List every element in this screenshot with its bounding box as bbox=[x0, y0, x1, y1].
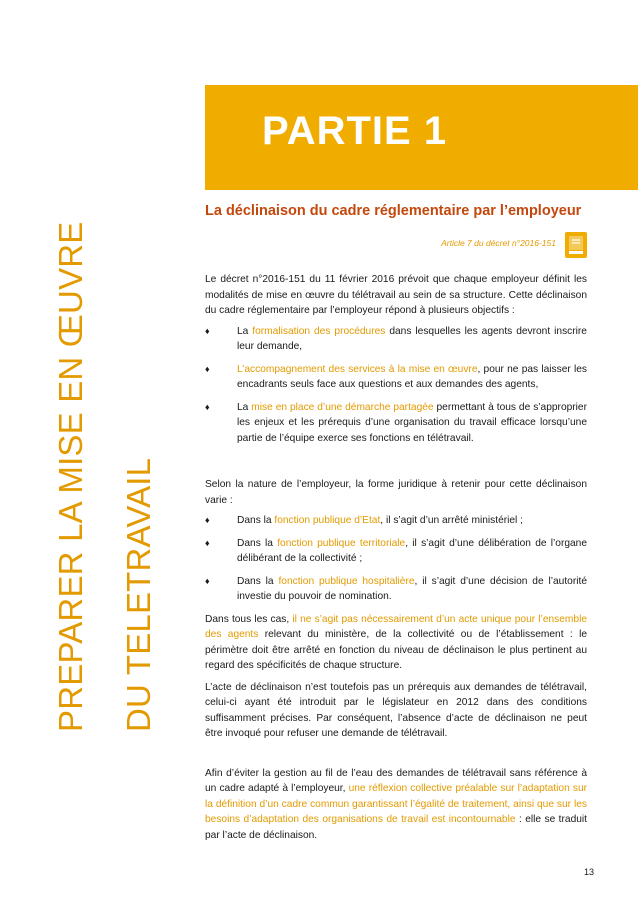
natures-list bbox=[205, 513, 587, 605]
highlight-text: il ne s’agit pas nécessairement d’un acte unique pour l’ensemble des agents bbox=[205, 613, 587, 640]
diamond-bullet-icon: ♦ bbox=[205, 325, 210, 336]
part-banner bbox=[205, 85, 638, 190]
page-number: 13 bbox=[584, 867, 595, 877]
diamond-bullet-icon: ♦ bbox=[205, 515, 210, 525]
diamond-bullet-icon: ♦ bbox=[205, 363, 210, 374]
diamond-bullet-icon: ♦ bbox=[205, 537, 210, 548]
acte-paragraph: L’acte de déclinaison n’est toutefois pas un prérequis aux demandes de télétravail, celui-ci ayant été introduit par le législateur en 2012 dans des conditions suffisamment précises. Par conséquent, l’absence d’acte de déclinaison ne peut être invoqué pour refuser une demande de télétravail. bbox=[205, 681, 587, 739]
nature-intro-paragraph: Selon la nature de l’employeur, la forme juridique à retenir pour cette déclinaison varie : bbox=[205, 479, 587, 506]
highlight-text: une réflexion collective préalable sur l’adaptation sur la définition d’un cadre commun garantissant l’égalité de traitement, ainsi que sur les besoins d’adaptation des organisations de travail est incontournable bbox=[205, 783, 587, 825]
list-item: ♦ La mise en place d’une démarche partagée permettant à tous de s’approprier les enjeux et les prérequis d’une organisation du travail efficace lorsqu’une partie de l’équipe exerce ses fonctions en télétravail. bbox=[205, 401, 587, 444]
objectives-list bbox=[205, 324, 587, 447]
highlight-text: fonction publique territoriale bbox=[277, 537, 406, 549]
list-item: ♦ L’accompagnement des services à la mise en œuvre, pour ne pas laisser les encadrants seuls face aux questions et aux demandes des agents, bbox=[205, 363, 587, 390]
diamond-bullet-icon: ♦ bbox=[205, 575, 210, 586]
final-paragraph: Afin d’éviter la gestion au fil de l’eau des demandes de télétravail sans référence à un cadre adapté à l’employeur, une réflexion collective préalable sur l’adaptation sur la définition d’un cadre commun garantissant l’égalité de traitement, ainsi que sur les besoins d’adaptation des organisations de travail est incontournable : elle se traduit par l’acte de déclinaison. bbox=[205, 767, 587, 841]
highlight-text: fonction publique d’Etat bbox=[274, 515, 381, 526]
article-reference: Article 7 du décret n°2016-151 bbox=[441, 238, 556, 248]
list-item: ♦ La formalisation des procédures dans lesquelles les agents devront inscrire leur demande, bbox=[205, 325, 587, 352]
intro-paragraph: Le décret n°2016-151 du 11 février 2016 prévoit que chaque employeur définit les modalités de mise en œuvre du télétravail au sein de sa structure. Cette déclinaison du cadre réglementaire par l’employeur répond à plusieurs objectifs : bbox=[205, 274, 587, 316]
body-content bbox=[205, 272, 587, 843]
highlight-text: L’accompagnement des services à la mise en œuvre bbox=[237, 363, 478, 375]
list-item: ♦ Dans la fonction publique d’Etat, il s’agit d’un arrêté ministériel ; bbox=[205, 513, 587, 529]
side-title-line-2: DU TELETRAVAIL bbox=[120, 457, 157, 732]
cases-paragraph: Dans tous les cas, il ne s’agit pas nécessairement d’un acte unique pour l’ensemble des agents relevant du ministère, de la collectivité ou de l’établissement : le périmètre doit être arrêté en fonction du niveau de déclinaison le plus pertinent au regard des spécificités de chaque structure. bbox=[205, 613, 588, 671]
part-title: PARTIE 1 bbox=[262, 109, 448, 153]
side-title bbox=[40, 221, 160, 732]
book-icon bbox=[565, 232, 587, 258]
highlight-text: fonction publique hospitalière bbox=[278, 575, 415, 587]
list-item: ♦ Dans la fonction publique territoriale, il s’agit d’une délibération de l’organe délibérant de la collectivité ; bbox=[205, 537, 588, 564]
list-item: ♦ Dans la fonction publique hospitalière, il s’agit d’une décision de l’autorité investie du pouvoir de nomination. bbox=[205, 575, 587, 602]
side-title-line-1: PREPARER LA MISE EN ŒUVRE bbox=[52, 221, 89, 732]
diamond-bullet-icon: ♦ bbox=[205, 401, 210, 412]
section-subtitle: La déclinaison du cadre réglementaire par l’employeur bbox=[205, 203, 582, 219]
highlight-text: mise en place d’une démarche partagée bbox=[251, 401, 434, 413]
highlight-text: formalisation des procédures bbox=[252, 325, 386, 337]
